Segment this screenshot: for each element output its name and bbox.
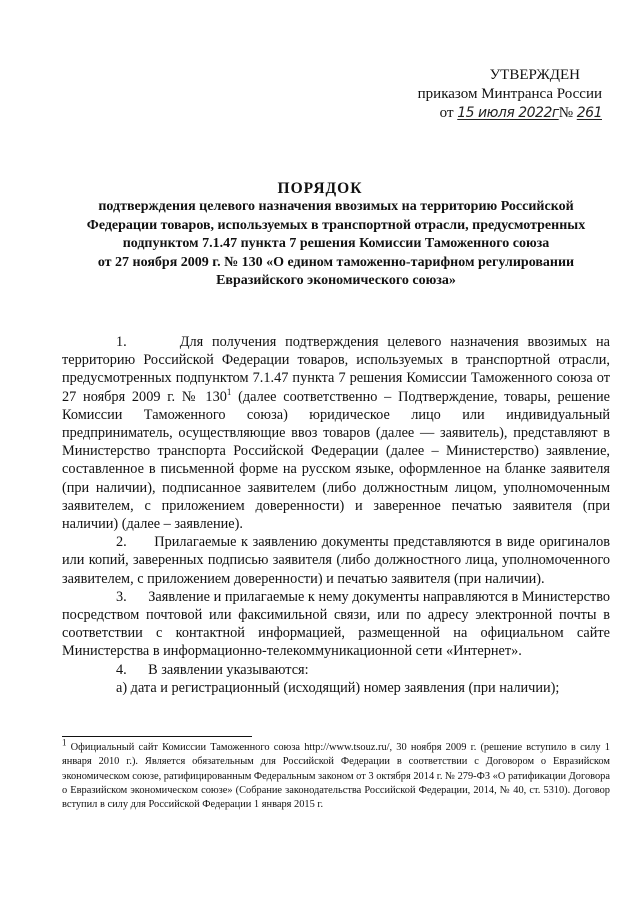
approval-date-line (392, 104, 602, 123)
handwritten-date: 15 июля 2022г (457, 105, 559, 121)
approval-stamp (392, 66, 602, 123)
paragraph-1 (62, 333, 610, 533)
document-subtitle (70, 198, 602, 291)
subtitle-line: подтверждения целевого назначения ввозимых на территорию Российской (98, 199, 574, 214)
footnote-divider (62, 736, 252, 737)
paragraph-4a: а) дата и регистрационный (исходящий) номер заявления (при наличии); (116, 679, 560, 696)
paragraph-1-start: 1. Для получения подтверждения целевого назначения ввозимых на территорию Российской Федерации товаров, используемых в транспортной отрасли, предусмотренных подпунктом 7.1.47 пункта 7 решения Комиссии Таможенного союза от 27 ноября 2009 г. № 130 (62, 334, 610, 405)
subtitle-line: Федерации товаров, используемых в транспортной отрасли, предусмотренных (86, 217, 586, 233)
paragraph-1-end: (далее соответственно – Подтверждение, товары, решение Комиссии Таможенного союза) юридическое лицо или индивидуальный предприниматель, осуществляющие ввоз товаров (далее — заявитель), представляют в Министерство транспорта Российской Федерации (далее – Министерство) заявление, составленное в письменной форме на русском языке, оформленное на бланке заявителя (при наличии), подписанное заявителем (либо должностным лицом, уполномоченным заявителем, с приложением доверенности) и заверенное печатью заявителя (при наличии) (далее – заявление). (62, 388, 610, 533)
handwritten-number: 261 (576, 105, 602, 121)
approval-order-line: приказом Минтранса России (417, 86, 602, 102)
paragraph-3: 3. Заявление и прилагаемые к нему документы направляются в Министерство посредством почтовой или факсимильной связи, или по адресу электронной почты в соответствии с контактной информацией, размещенной на официальном сайте Министерства в информационно-телекоммуникационной сети «Интернет». (62, 588, 610, 660)
from-label: от (439, 105, 454, 121)
subtitle-line: подпунктом 7.1.47 пункта 7 решения Комиссии Таможенного союза (122, 236, 550, 251)
subtitle-line: от 27 ноября 2009 г. № 130 «О едином таможенно-тарифном регулировании (97, 254, 575, 270)
footnote-number: 1 (62, 737, 67, 748)
document-title: ПОРЯДОК (277, 180, 363, 197)
number-label: № (558, 105, 574, 121)
footnote (62, 737, 610, 812)
footnote-text: Официальный сайт Комиссии Таможенного союза http://www.tsouz.ru/, 30 ноября 2009 г. (решение вступило в силу 1 января 2010 г.). Является обязательным для Российской Федерации в соответствии с Договором о Евразийском экономическом союзе, ратифицированным Федеральным законом от 3 октября 2014 г. № 279-ФЗ «О ратификации Договора о Евразийском экономическом союзе» (Собрание законодательства Российской Федерации, 2014, № 40, ст. 5310). Договор вступил в силу для Российской Федерации 1 января 2015 г. (62, 742, 610, 811)
approval-word: УТВЕРЖДЕН (489, 67, 580, 83)
footnote-ref: 1 (226, 386, 232, 397)
document-body (62, 333, 610, 697)
paragraph-4: 4. В заявлении указываются: (116, 661, 309, 678)
paragraph-2: 2. Прилагаемые к заявлению документы представляются в виде оригиналов или копий, заверенных подписью заявителя (либо должностного лица, уполномоченного заявителем, с приложением доверенности) и печатью заявителя (при наличии). (62, 534, 610, 587)
subtitle-line: Евразийского экономического союза» (216, 273, 456, 288)
